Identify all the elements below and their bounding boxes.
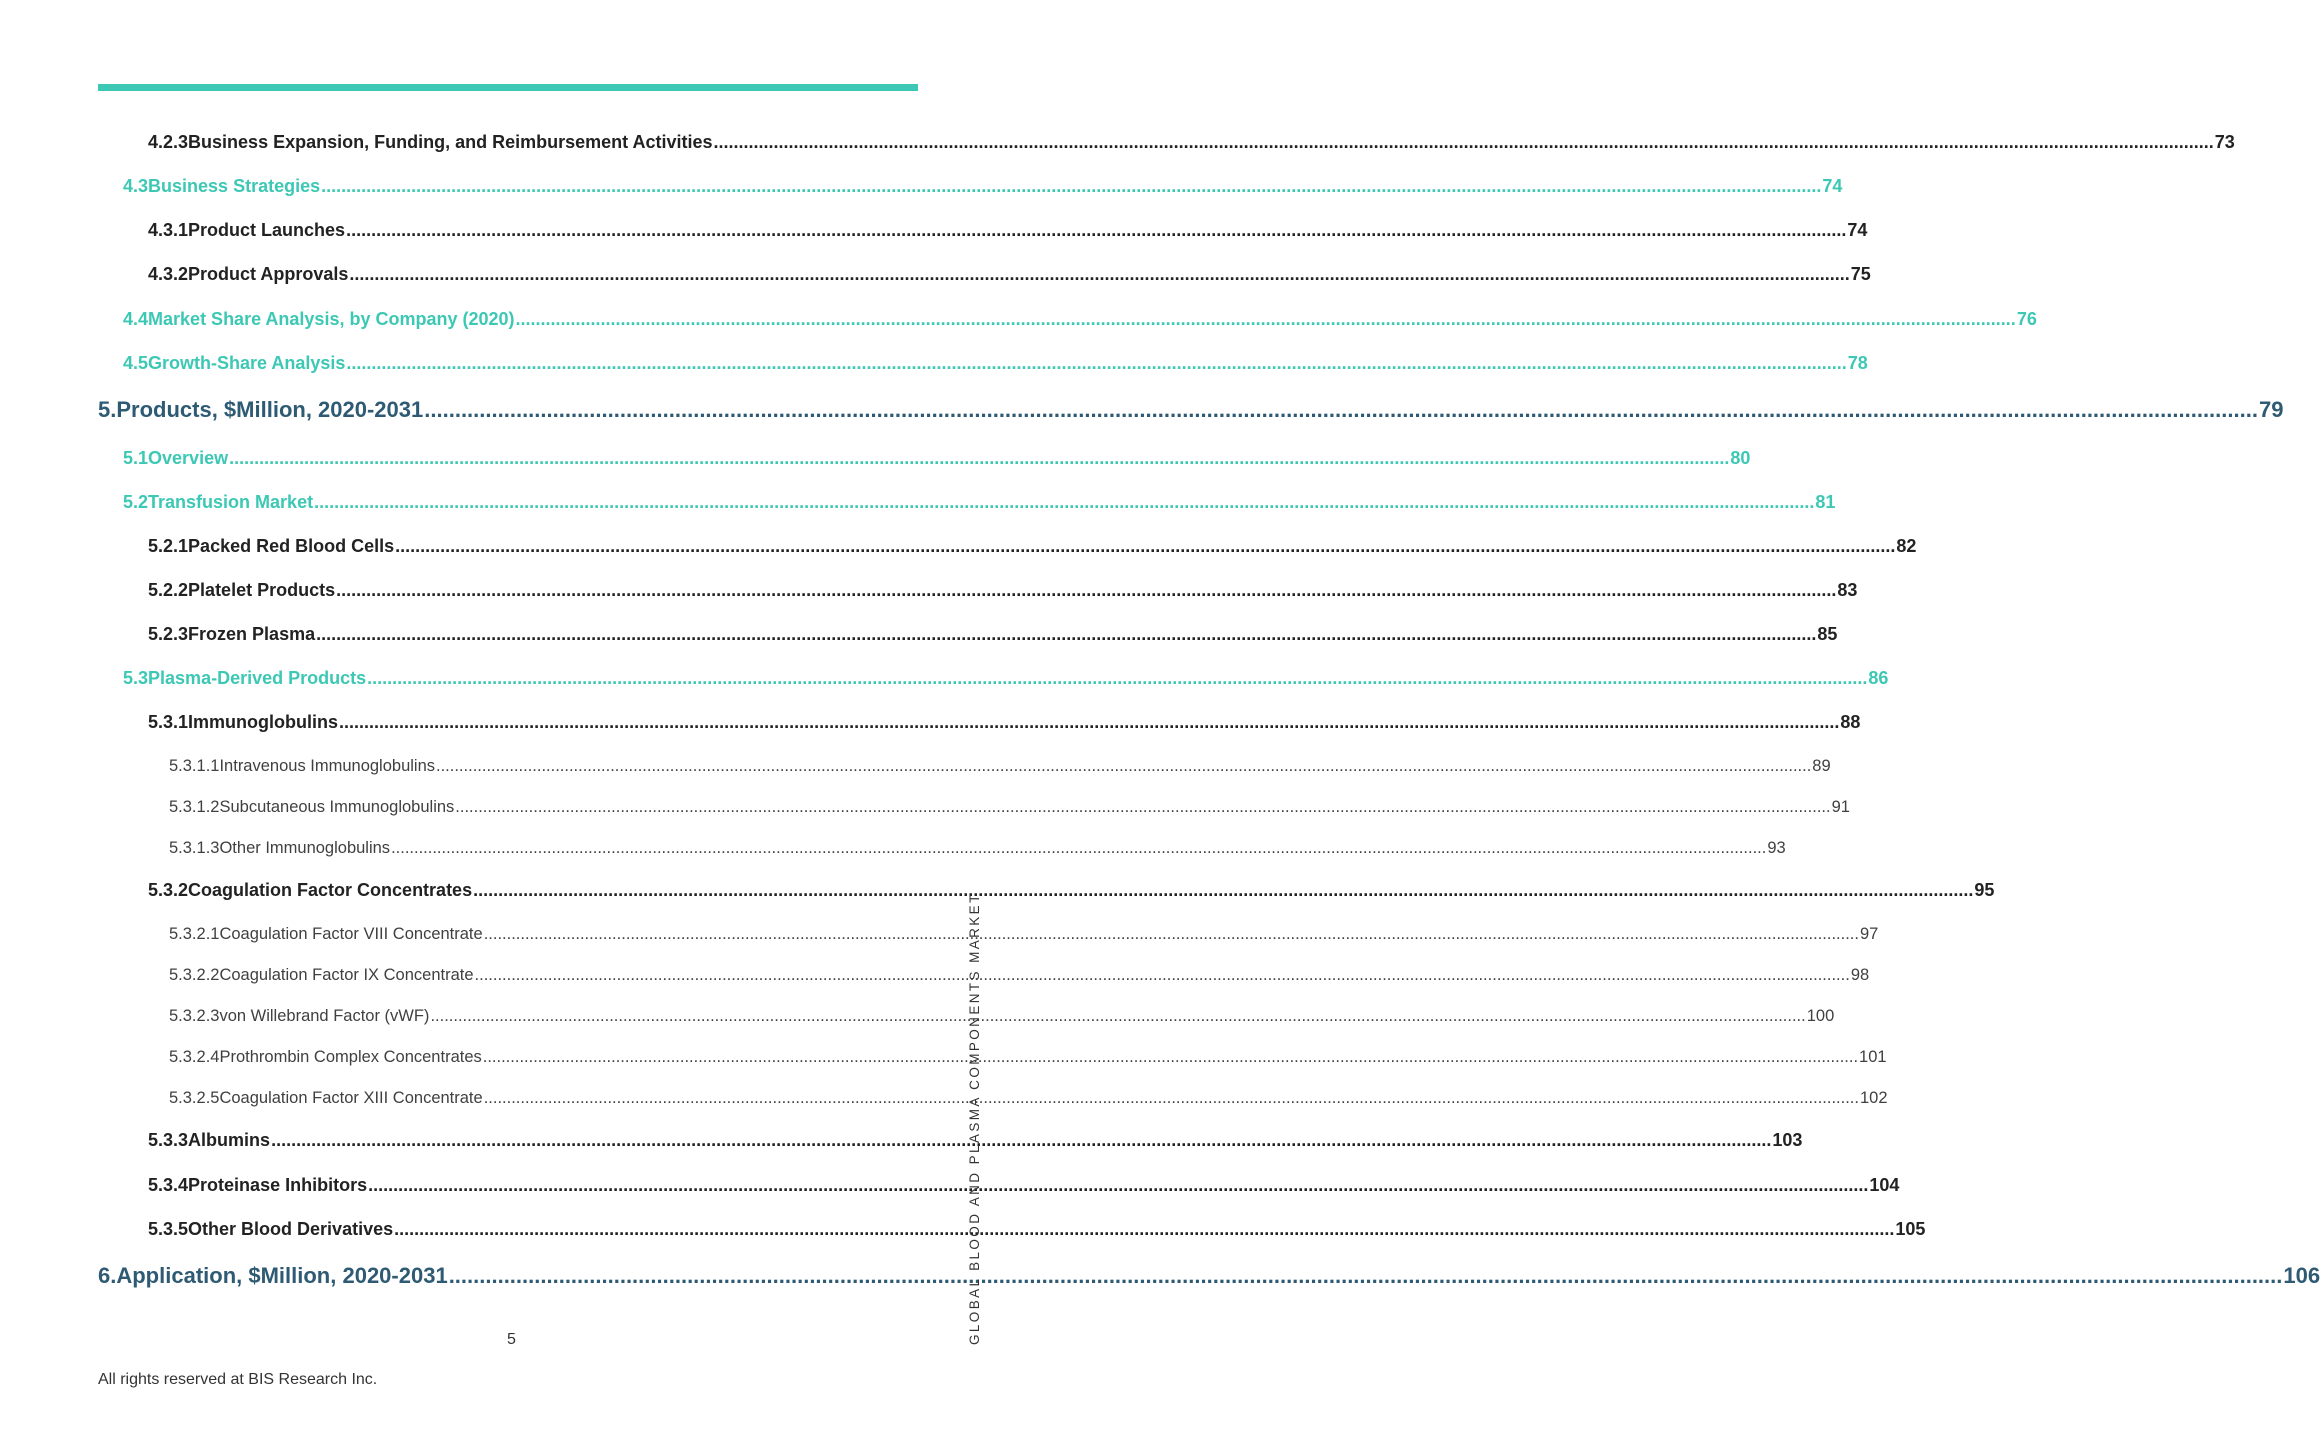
toc-page: 79 [2258, 397, 2284, 422]
toc-page: 83 [1837, 580, 1858, 600]
toc-page: 95 [1974, 880, 1995, 900]
toc-page: 91 [1831, 798, 1850, 816]
toc-page: 101 [1859, 1048, 1887, 1066]
toc-leader: ............................................................................................................................................................................................................................................................................................................ [430, 1007, 1806, 1025]
toc-label: Packed Red Blood Cells [188, 536, 395, 556]
toc-number: 5.3.1.3 [169, 839, 220, 857]
toc-leader: ............................................................................................................................................................................................................................................................................................................ [482, 1048, 1859, 1066]
toc-number: 4.3 [123, 176, 149, 196]
toc-label: Product Approvals [188, 264, 349, 284]
toc-label: Business Strategies [148, 176, 321, 196]
toc-entry[interactable] [123, 448, 1751, 469]
toc-label: Application, $Million, 2020-2031 [116, 1263, 448, 1288]
toc-page: 97 [1859, 925, 1879, 943]
toc-label: Product Launches [188, 220, 346, 240]
side-running-title: GLOBAL BLOOD AND PLASMA COMPONENTS MARKET [967, 892, 982, 1345]
toc-entry[interactable] [169, 966, 1870, 985]
toc-label: Immunoglobulins [188, 712, 339, 732]
toc-leader: ............................................................................................................................................................................................................................................................................................................ [336, 580, 1837, 600]
toc-leader: ............................................................................................................................................................................................................................................................................................................ [229, 448, 1730, 468]
toc-number: 5.3.1.2 [169, 798, 220, 816]
toc-label: Intravenous Immunoglobulins [219, 757, 436, 775]
toc-label: Coagulation Factor IX Concentrate [219, 966, 474, 984]
toc-entry[interactable] [169, 839, 1786, 858]
toc-leader: ............................................................................................................................................................................................................................................................................................................ [713, 132, 2214, 152]
toc-number: 5. [98, 397, 117, 422]
toc-leader: ............................................................................................................................................................................................................................................................................................................ [346, 353, 1847, 373]
toc-entry[interactable] [148, 264, 1871, 285]
toc-page: 105 [1895, 1219, 1926, 1239]
toc-entry[interactable] [123, 353, 1868, 374]
toc-chapter[interactable] [98, 397, 2284, 423]
toc-entry[interactable] [148, 220, 1868, 241]
toc-entry[interactable] [148, 1219, 1926, 1240]
toc-leader: ............................................................................................................................................................................................................................................................................................................ [424, 397, 2258, 422]
toc-page: 75 [1850, 264, 1871, 284]
toc-label: Other Immunoglobulins [219, 839, 391, 857]
toc-page: 100 [1806, 1007, 1835, 1025]
toc-entry[interactable] [123, 309, 2037, 330]
toc-leader: ............................................................................................................................................................................................................................................................................................................ [455, 798, 1831, 816]
toc-label: Transfusion Market [148, 492, 314, 512]
toc-entry[interactable] [169, 1007, 1835, 1026]
toc-label: von Willebrand Factor (vWF) [219, 1007, 430, 1025]
toc-number: 5.3 [123, 668, 149, 688]
toc-page: 85 [1817, 624, 1838, 644]
toc-leader: ............................................................................................................................................................................................................................................................................................................ [367, 668, 1868, 688]
toc-page: 76 [2016, 309, 2037, 329]
toc-leader: ............................................................................................................................................................................................................................................................................................................ [391, 839, 1767, 857]
toc-leader: ............................................................................................................................................................................................................................................................................................................ [314, 492, 1815, 512]
header-accent-bar [98, 84, 918, 91]
toc-entry[interactable] [148, 132, 2235, 153]
toc-entry[interactable] [148, 624, 1838, 645]
toc-entry[interactable] [169, 1048, 1887, 1067]
toc-label: Prothrombin Complex Concentrates [219, 1048, 482, 1066]
toc-page: 103 [1772, 1130, 1803, 1150]
toc-number: 4.2.3 [148, 132, 189, 152]
toc-leader: ............................................................................................................................................................................................................................................................................................................ [394, 1219, 1895, 1239]
toc-number: 5.1 [123, 448, 149, 468]
toc-leader: ............................................................................................................................................................................................................................................................................................................ [395, 536, 1896, 556]
toc-leader: ............................................................................................................................................................................................................................................................................................................ [346, 220, 1847, 240]
toc-leader: ............................................................................................................................................................................................................................................................................................................ [515, 309, 2016, 329]
toc-entry[interactable] [169, 798, 1850, 817]
toc-label: Market Share Analysis, by Company (2020) [148, 309, 515, 329]
toc-page: 82 [1896, 536, 1917, 556]
toc-leader: ............................................................................................................................................................................................................................................................................................................ [436, 757, 1812, 775]
toc-chapter[interactable] [98, 1263, 2320, 1289]
toc-number: 5.3.2.2 [169, 966, 220, 984]
toc-page: 73 [2214, 132, 2235, 152]
toc-leader: ............................................................................................................................................................................................................................................................................................................ [368, 1175, 1869, 1195]
toc-page: 88 [1840, 712, 1861, 732]
toc-label: Frozen Plasma [188, 624, 316, 644]
toc-leader: ............................................................................................................................................................................................................................................................................................................ [321, 176, 1822, 196]
toc-page: 98 [1850, 966, 1870, 984]
toc-page: 78 [1847, 353, 1868, 373]
toc-page: 106 [2283, 1263, 2320, 1288]
toc-label: Platelet Products [188, 580, 336, 600]
toc-entry[interactable] [123, 176, 1843, 197]
toc-leader: ............................................................................................................................................................................................................................................................................................................ [339, 712, 1840, 732]
toc-label: Coagulation Factor Concentrates [188, 880, 473, 900]
toc-number: 4.5 [123, 353, 149, 373]
toc-number: 5.3.2.3 [169, 1007, 220, 1025]
toc-page: 74 [1822, 176, 1843, 196]
toc-number: 5.2.2 [148, 580, 189, 600]
toc-page: 74 [1847, 220, 1868, 240]
toc-number: 5.3.4 [148, 1175, 189, 1195]
copyright-footer: All rights reserved at BIS Research Inc. [98, 1371, 378, 1388]
toc-leader: ............................................................................................................................................................................................................................................................................................................ [474, 966, 1850, 984]
toc-number: 5.3.2.1 [169, 925, 220, 943]
toc-entry[interactable] [148, 580, 1858, 601]
toc-label: Plasma-Derived Products [148, 668, 367, 688]
toc-entry[interactable] [169, 757, 1831, 776]
toc-label: Subcutaneous Immunoglobulins [219, 798, 455, 816]
toc-number: 5.2.3 [148, 624, 189, 644]
toc-entry[interactable] [169, 925, 1879, 944]
toc-entry[interactable] [169, 1089, 1888, 1108]
toc-entry[interactable] [148, 1175, 1900, 1196]
toc-number: 5.2 [123, 492, 149, 512]
toc-label: Coagulation Factor XIII Concentrate [219, 1089, 483, 1107]
toc-label: Growth-Share Analysis [148, 353, 346, 373]
toc-leader: ............................................................................................................................................................................................................................................................................................................ [483, 925, 1859, 943]
toc-number: 5.3.2.5 [169, 1089, 220, 1107]
toc-number: 5.3.1.1 [169, 757, 220, 775]
toc-label: Albumins [188, 1130, 271, 1150]
toc-entry[interactable] [148, 880, 1995, 901]
toc-number: 5.3.1 [148, 712, 189, 732]
page-number: 5 [507, 1331, 516, 1348]
toc-number: 5.2.1 [148, 536, 189, 556]
toc-entry[interactable] [148, 1130, 1803, 1151]
toc-leader: ............................................................................................................................................................................................................................................................................................................ [473, 880, 1974, 900]
toc-leader: ............................................................................................................................................................................................................................................................................................................ [483, 1089, 1859, 1107]
toc-label: Business Expansion, Funding, and Reimbursement Activities [188, 132, 713, 152]
toc-number: 5.3.2.4 [169, 1048, 220, 1066]
toc-entry[interactable] [123, 668, 1889, 689]
toc-number: 5.3.3 [148, 1130, 189, 1150]
toc-label: Products, $Million, 2020-2031 [116, 397, 424, 422]
toc-page: 93 [1767, 839, 1786, 857]
toc-leader: ............................................................................................................................................................................................................................................................................................................ [271, 1130, 1772, 1150]
toc-page: 81 [1815, 492, 1836, 512]
toc-page: 102 [1859, 1089, 1888, 1107]
toc-page: 80 [1730, 448, 1751, 468]
toc-number: 4.4 [123, 309, 149, 329]
toc-page: 104 [1869, 1175, 1900, 1195]
toc-page: 89 [1812, 757, 1831, 775]
toc-label: Proteinase Inhibitors [188, 1175, 368, 1195]
toc-number: 6. [98, 1263, 117, 1288]
toc-label: Overview [148, 448, 229, 468]
toc-entry[interactable] [148, 536, 1917, 557]
toc-number: 4.3.1 [148, 220, 189, 240]
toc-page: 86 [1868, 668, 1889, 688]
toc-leader: ............................................................................................................................................................................................................................................................................................................ [448, 1263, 2283, 1288]
toc-entry[interactable] [148, 712, 1861, 733]
toc-label: Coagulation Factor VIII Concentrate [219, 925, 483, 943]
toc-number: 4.3.2 [148, 264, 189, 284]
toc-number: 5.3.2 [148, 880, 189, 900]
toc-entry[interactable] [123, 492, 1836, 513]
toc-leader: ............................................................................................................................................................................................................................................................................................................ [349, 264, 1850, 284]
toc-leader: ............................................................................................................................................................................................................................................................................................................ [316, 624, 1817, 644]
toc-number: 5.3.5 [148, 1219, 189, 1239]
toc-label: Other Blood Derivatives [188, 1219, 394, 1239]
